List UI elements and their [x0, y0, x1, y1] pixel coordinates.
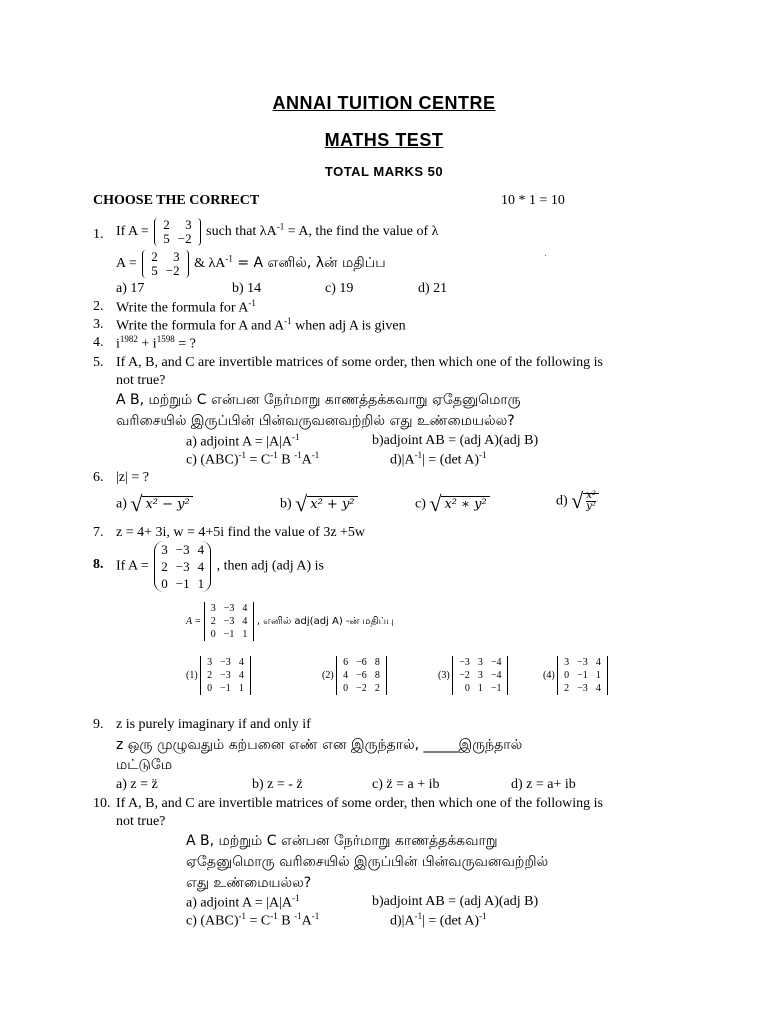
o3-02: −4 [490, 657, 502, 668]
q4-end: = ? [174, 336, 196, 352]
section-marks: 10 * 1 = 10 [501, 193, 565, 208]
q4-sup1: 1982 [119, 334, 138, 344]
q8-option-3 [438, 656, 508, 695]
q8-m00: 3 [161, 542, 168, 557]
q3-text2: when adj A is given [291, 318, 406, 334]
o2-12: 8 [374, 670, 380, 681]
q8-option-1 [186, 656, 251, 695]
q10-opt-d-sup2: -1 [479, 911, 487, 921]
o2-10: 4 [343, 670, 349, 681]
o1-11: −3 [220, 670, 231, 681]
q10-opt-c1: c) (ABC) [186, 913, 239, 929]
q8-opt1-matrix [200, 656, 251, 695]
q5-option-a [186, 432, 300, 452]
q8-m10: 2 [161, 559, 168, 574]
q1-post: such that λA [206, 224, 277, 240]
q1-option-a: a) 17 [116, 281, 145, 296]
q1-option-b: b) 14 [232, 281, 262, 296]
q10-option-b: b)adjoint AB = (adj A)(adj B) [372, 894, 539, 909]
sqrt-icon: √ [130, 491, 143, 516]
q1-ta-pre: A = [116, 256, 137, 272]
o1-20: 0 [207, 683, 213, 694]
q8-ta-m10: 2 [210, 616, 216, 627]
o2-00: 6 [343, 657, 349, 668]
q9-tamil2: மட்டுமே [116, 757, 173, 773]
q6-d-num: x² [586, 489, 596, 501]
q5-tamil1: A B, மற்றும் C என்பன நேர்மாறு காணத்தக்கவாறு ஏதேனுமொரு [116, 392, 521, 408]
q6-d-frac [586, 491, 596, 512]
q4-sup2: 1598 [156, 334, 175, 344]
q5-opt-c1: c) (ABC) [186, 452, 239, 468]
q10-tamil1: A B, மற்றும் C என்பன நேர்மாறு காணத்தக்கவாறு [186, 833, 498, 849]
q6-option-c [415, 490, 490, 519]
q8-text [116, 541, 324, 592]
q2-sup: -1 [248, 298, 256, 308]
q1-pre: If A = [116, 224, 149, 240]
q5-opt-c2: = C [246, 452, 271, 468]
q5-tamil2: வரிசையில் இருப்பின் பின்வருவனவற்றில் எது உண்மையல்ல? [116, 413, 515, 429]
o1-01: −3 [220, 657, 231, 668]
q1-option-c: c) 19 [325, 281, 354, 296]
q8-matrix [154, 541, 211, 592]
q10-opt-a-text: a) adjoint A = |A|A [186, 895, 293, 911]
q6-a-sqrt [130, 490, 192, 519]
o3-00: −3 [459, 657, 470, 668]
q1-ta-m11: −2 [165, 263, 180, 278]
o1-00: 3 [207, 657, 213, 668]
q10-option-d [390, 911, 487, 931]
q10-opt-c-sup1: -1 [238, 911, 246, 921]
o2-20: 0 [343, 683, 349, 694]
q5-opt-d-sup1: -1 [414, 450, 423, 460]
q6-d-sqrt [571, 487, 599, 516]
q4-text [116, 334, 196, 354]
q5-opt-c3: B [277, 452, 295, 468]
o2-21: −2 [356, 683, 367, 694]
o4-12: 1 [595, 670, 601, 681]
q6-d-body [583, 489, 599, 512]
q1-ta-sup: -1 [225, 253, 233, 264]
q8-opt3-matrix [452, 656, 508, 695]
q6-d-den: y² [586, 500, 596, 512]
q1-number: 1. [93, 227, 104, 242]
test-title: MATHS TEST [324, 130, 444, 150]
speck [545, 255, 546, 256]
q6-c-label: c) [415, 496, 426, 512]
q5-opt-c-sup1: -1 [238, 450, 246, 460]
q6-number: 6. [93, 470, 104, 485]
o4-11: −1 [577, 670, 588, 681]
o3-20: 0 [464, 683, 470, 694]
q5-opt-d1: d)|A [390, 452, 415, 468]
q1-matrix [154, 218, 200, 246]
o2-22: 2 [374, 683, 380, 694]
q6-a-expr: x² − y² [142, 496, 192, 512]
q6-c-expr: x² ∗ y² [441, 496, 489, 512]
q4-base1: i [116, 336, 120, 352]
q10-opt-d-sup1: -1 [414, 911, 423, 921]
q1-ta-post2: = A எனில், λன் மதிப்ப [232, 255, 386, 272]
q1-ta-m00: 2 [151, 249, 158, 264]
q3-sup: -1 [284, 316, 292, 326]
q6-b-label: b) [280, 496, 292, 512]
o1-12: 4 [238, 670, 244, 681]
q4-mid: + i [137, 336, 157, 352]
q8-opt4-matrix [557, 656, 608, 695]
q1-text [116, 218, 438, 246]
o3-01: 3 [477, 657, 483, 668]
q5-opt-c4: A [301, 452, 312, 468]
sqrt-icon: √ [571, 488, 584, 513]
q8-ta-m01: −3 [223, 603, 235, 614]
o3-10: −2 [459, 670, 470, 681]
q3-text-main: Write the formula for A and A [116, 318, 285, 334]
q2-number: 2. [93, 299, 104, 314]
q8-m20: 0 [161, 576, 168, 591]
q9-option-b: b) z = - z̈ [252, 777, 303, 792]
q10-option-c [186, 911, 319, 931]
o3-21: 1 [477, 683, 483, 694]
q3-number: 3. [93, 317, 104, 332]
q8-opt2-label: (2) [322, 669, 334, 681]
q5-line2: not true? [116, 373, 166, 388]
q9-option-a: a) z = z̈ [116, 777, 158, 792]
q6-option-a [116, 490, 193, 519]
section-title: CHOOSE THE CORRECT [93, 193, 260, 208]
q8-m02: 4 [197, 542, 205, 557]
q1-ta-m01: 3 [173, 249, 180, 264]
o1-10: 2 [207, 670, 213, 681]
q10-number: 10. [93, 796, 111, 811]
o2-02: 8 [374, 657, 380, 668]
q8-ta-m00: 3 [210, 603, 216, 614]
q9-option-d: d) z = a+ ib [511, 777, 576, 792]
q7-text: z = 4+ 3i, w = 4+5i find the value of 3z +5w [116, 525, 366, 540]
o3-12: −4 [490, 670, 502, 681]
q8-m11: −3 [175, 559, 190, 574]
q7-number: 7. [93, 525, 104, 540]
q1-ta-matrix [142, 250, 188, 278]
o4-21: −3 [577, 683, 588, 694]
q5-opt-d2: | = (det A) [422, 452, 480, 468]
q8-m01: −3 [175, 542, 190, 557]
o4-01: −3 [577, 657, 588, 668]
q8-ta-m02: 4 [242, 603, 248, 614]
q1-option-d: d) 21 [418, 281, 448, 296]
q8-post: , then adj (adj A) is [216, 558, 324, 574]
q10-opt-d1: d)|A [390, 913, 415, 929]
o4-22: 4 [595, 683, 601, 694]
centre-title: ANNAI TUITION CENTRE [272, 93, 496, 113]
q5-opt-a-sup: -1 [292, 432, 300, 442]
q6-text: |z| = ? [116, 470, 149, 485]
q1-m10: 5 [163, 231, 170, 246]
q2-text [116, 298, 256, 318]
q1-m01: 3 [185, 217, 192, 232]
q10-opt-c-sup2: -1 [270, 911, 278, 921]
q8-ta-text: , எனில் adj(adj A) -ன் மதிப்பு [256, 615, 394, 627]
q5-number: 5. [93, 355, 104, 370]
q10-opt-c-sup3: -1 [294, 911, 302, 921]
q8-ta-label: A = [186, 615, 202, 627]
o3-22: −1 [490, 683, 502, 694]
q3-text [116, 316, 406, 336]
q5-option-d [390, 450, 487, 470]
q6-b-expr: x² + y² [307, 496, 357, 512]
o4-00: 3 [564, 657, 570, 668]
q10-option-a [186, 893, 300, 913]
q9-option-c: c) z̈ = a + ib [372, 777, 440, 792]
q1-ta-m10: 5 [151, 263, 158, 278]
q8-ta-m21: −1 [223, 629, 235, 640]
q8-option-2 [322, 656, 387, 695]
q10-line2: not true? [116, 814, 166, 829]
q9-tamil1: z ஒரு முழுவதும் கற்பனை எண் என இருந்தால், _____இருந்தால் [116, 737, 523, 753]
q8-opt3-label: (3) [438, 669, 450, 681]
q5-option-b: b)adjoint AB = (adj A)(adj B) [372, 433, 539, 448]
q1-m11: −2 [177, 231, 192, 246]
q8-opt4-label: (4) [543, 669, 555, 681]
q9-number: 9. [93, 717, 104, 732]
q8-ta-m22: 1 [242, 629, 248, 640]
q8-opt2-matrix [336, 656, 387, 695]
q10-opt-c3: B [277, 913, 295, 929]
q8-number: 8. [93, 557, 104, 572]
q8-pre: If A = [116, 558, 149, 574]
q5-opt-d-sup2: -1 [479, 450, 487, 460]
q8-m22: 1 [197, 576, 205, 591]
q2-text-main: Write the formula for A [116, 300, 249, 316]
o4-02: 4 [595, 657, 601, 668]
q10-opt-c4: A [301, 913, 312, 929]
q5-opt-a-text: a) adjoint A = |A|A [186, 434, 293, 450]
o2-11: −6 [356, 670, 367, 681]
q1-m00: 2 [163, 217, 170, 232]
q6-a-label: a) [116, 496, 127, 512]
q8-tamil [186, 602, 394, 641]
q8-option-4 [543, 656, 608, 695]
o4-10: 0 [564, 670, 570, 681]
q6-option-d [556, 487, 599, 516]
o1-21: −1 [220, 683, 231, 694]
q10-opt-c2: = C [246, 913, 271, 929]
o2-01: −6 [356, 657, 367, 668]
q5-opt-c-sup3: -1 [294, 450, 302, 460]
q9-text: z is purely imaginary if and only if [116, 717, 311, 732]
q5-opt-c-sup4: -1 [311, 450, 320, 460]
q8-ta-m11: −3 [223, 616, 235, 627]
q10-tamil3: எது உண்மையல்ல? [186, 875, 312, 891]
total-marks: TOTAL MARKS 50 [324, 164, 444, 179]
q10-line1: If A, B, and C are invertible matrices of some order, then which one of the following is [116, 796, 603, 811]
q10-opt-a-sup: -1 [292, 893, 300, 903]
q1-tamil [116, 250, 386, 278]
o3-11: 3 [477, 670, 483, 681]
q8-ta-m12: 4 [242, 616, 248, 627]
o4-20: 2 [564, 683, 570, 694]
q5-line1: If A, B, and C are invertible matrices of some order, then which one of the following is [116, 355, 603, 370]
o1-02: 4 [238, 657, 244, 668]
sqrt-icon: √ [295, 491, 308, 516]
sqrt-icon: √ [429, 491, 442, 516]
q8-m21: −1 [175, 576, 190, 591]
q1-post2: = A, the find the value of λ [284, 224, 439, 240]
q8-m12: 4 [197, 559, 205, 574]
q5-opt-c-sup2: -1 [270, 450, 278, 460]
q10-tamil2: ஏதேனுமொரு வரிசையில் இருப்பின் பின்வருவனவற்றில் [186, 854, 549, 870]
q6-d-label: d) [556, 493, 568, 509]
q8-opt1-label: (1) [186, 669, 198, 681]
q8-ta-matrix [204, 602, 255, 641]
q5-option-c [186, 450, 319, 470]
q10-opt-d2: | = (det A) [422, 913, 480, 929]
q6-option-b [280, 490, 358, 519]
q1-ta-post: & λA [194, 256, 226, 272]
q6-c-sqrt [429, 490, 489, 519]
q10-opt-c-sup4: -1 [311, 911, 320, 921]
q4-number: 4. [93, 335, 104, 350]
q6-b-sqrt [295, 490, 357, 519]
q8-ta-m20: 0 [210, 629, 216, 640]
o1-22: 1 [238, 683, 244, 694]
q1-sup: -1 [276, 221, 285, 232]
